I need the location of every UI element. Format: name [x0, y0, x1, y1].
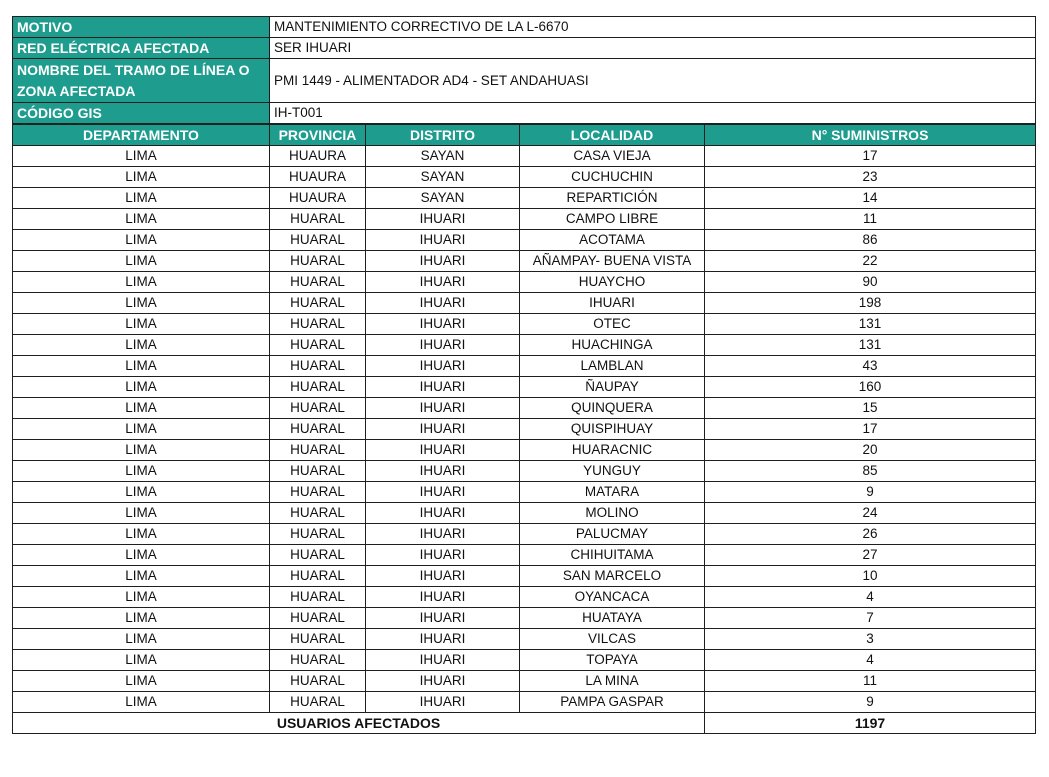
cell-departamento: LIMA: [13, 608, 270, 629]
cell-departamento: LIMA: [13, 650, 270, 671]
cell-provincia: HUARAL: [270, 251, 366, 272]
cell-localidad: PAMPA GASPAR: [520, 692, 705, 713]
tramo-row: [13, 59, 1036, 103]
red-value: SER IHUARI: [270, 38, 1036, 59]
cell-suministros: 131: [705, 314, 1036, 335]
motivo-value: MANTENIMIENTO CORRECTIVO DE LA L-6670: [270, 17, 1036, 38]
gis-row: [13, 103, 1036, 124]
column-header-distrito: DISTRITO: [366, 125, 520, 146]
cell-provincia: HUARAL: [270, 293, 366, 314]
table-row: [13, 356, 1036, 377]
cell-suministros: 14: [705, 188, 1036, 209]
table-row: [13, 566, 1036, 587]
cell-localidad: CUCHUCHIN: [520, 167, 705, 188]
localities-table: [12, 124, 1036, 734]
cell-provincia: HUARAL: [270, 482, 366, 503]
cell-distrito: IHUARI: [366, 209, 520, 230]
cell-distrito: IHUARI: [366, 419, 520, 440]
cell-suministros: 131: [705, 335, 1036, 356]
cell-distrito: IHUARI: [366, 650, 520, 671]
cell-departamento: LIMA: [13, 251, 270, 272]
cell-suministros: 27: [705, 545, 1036, 566]
cell-localidad: MATARA: [520, 482, 705, 503]
cell-provincia: HUARAL: [270, 419, 366, 440]
table-row: [13, 461, 1036, 482]
cell-suministros: 4: [705, 650, 1036, 671]
cell-distrito: IHUARI: [366, 356, 520, 377]
cell-localidad: VILCAS: [520, 629, 705, 650]
cell-distrito: IHUARI: [366, 272, 520, 293]
table-row: [13, 629, 1036, 650]
cell-distrito: IHUARI: [366, 251, 520, 272]
cell-distrito: IHUARI: [366, 566, 520, 587]
cell-departamento: LIMA: [13, 209, 270, 230]
cell-suministros: 17: [705, 419, 1036, 440]
cell-provincia: HUARAL: [270, 587, 366, 608]
column-header-row: [13, 125, 1036, 146]
table-row: [13, 251, 1036, 272]
table-row: [13, 545, 1036, 566]
cell-suministros: 20: [705, 440, 1036, 461]
cell-localidad: YUNGUY: [520, 461, 705, 482]
table-row: [13, 692, 1036, 713]
cell-departamento: LIMA: [13, 314, 270, 335]
cell-departamento: LIMA: [13, 377, 270, 398]
cell-departamento: LIMA: [13, 272, 270, 293]
cell-provincia: HUARAL: [270, 524, 366, 545]
cell-distrito: IHUARI: [366, 524, 520, 545]
red-label: RED ELÉCTRICA AFECTADA: [13, 38, 270, 59]
gis-value: IH-T001: [270, 103, 1036, 124]
table-row: [13, 146, 1036, 167]
cell-provincia: HUARAL: [270, 314, 366, 335]
table-row: [13, 230, 1036, 251]
totals-row: [13, 713, 1036, 734]
cell-distrito: IHUARI: [366, 692, 520, 713]
cell-suministros: 198: [705, 293, 1036, 314]
table-row: [13, 503, 1036, 524]
tramo-value: PMI 1449 - ALIMENTADOR AD4 - SET ANDAHUASI: [270, 59, 1036, 103]
cell-suministros: 160: [705, 377, 1036, 398]
cell-provincia: HUARAL: [270, 503, 366, 524]
table-row: [13, 419, 1036, 440]
cell-departamento: LIMA: [13, 545, 270, 566]
cell-suministros: 24: [705, 503, 1036, 524]
cell-localidad: IHUARI: [520, 293, 705, 314]
cell-distrito: IHUARI: [366, 293, 520, 314]
cell-suministros: 43: [705, 356, 1036, 377]
cell-localidad: HUATAYA: [520, 608, 705, 629]
cell-departamento: LIMA: [13, 461, 270, 482]
localities-rows: [13, 146, 1036, 713]
cell-suministros: 26: [705, 524, 1036, 545]
cell-departamento: LIMA: [13, 692, 270, 713]
cell-departamento: LIMA: [13, 440, 270, 461]
cell-suministros: 22: [705, 251, 1036, 272]
cell-provincia: HUARAL: [270, 671, 366, 692]
cell-localidad: TOPAYA: [520, 650, 705, 671]
cell-departamento: LIMA: [13, 587, 270, 608]
cell-suministros: 4: [705, 587, 1036, 608]
cell-departamento: LIMA: [13, 524, 270, 545]
cell-localidad: AÑAMPAY- BUENA VISTA: [520, 251, 705, 272]
column-header-provincia: PROVINCIA: [270, 125, 366, 146]
cell-departamento: LIMA: [13, 398, 270, 419]
cell-localidad: CASA VIEJA: [520, 146, 705, 167]
cell-distrito: IHUARI: [366, 608, 520, 629]
table-row: [13, 608, 1036, 629]
table-row: [13, 314, 1036, 335]
cell-suministros: 7: [705, 608, 1036, 629]
cell-localidad: CHIHUITAMA: [520, 545, 705, 566]
cell-distrito: IHUARI: [366, 398, 520, 419]
table-row: [13, 440, 1036, 461]
cell-departamento: LIMA: [13, 482, 270, 503]
table-row: [13, 188, 1036, 209]
cell-provincia: HUARAL: [270, 692, 366, 713]
cell-suministros: 90: [705, 272, 1036, 293]
cell-provincia: HUAURA: [270, 188, 366, 209]
motivo-row: [13, 17, 1036, 38]
cell-provincia: HUARAL: [270, 356, 366, 377]
cell-localidad: PALUCMAY: [520, 524, 705, 545]
table-row: [13, 209, 1036, 230]
cell-distrito: IHUARI: [366, 377, 520, 398]
cell-suministros: 11: [705, 209, 1036, 230]
column-header-localidad: LOCALIDAD: [520, 125, 705, 146]
table-row: [13, 377, 1036, 398]
cell-suministros: 11: [705, 671, 1036, 692]
table-row: [13, 335, 1036, 356]
cell-provincia: HUAURA: [270, 167, 366, 188]
column-header-departamento: DEPARTAMENTO: [13, 125, 270, 146]
cell-departamento: LIMA: [13, 566, 270, 587]
cell-suministros: 9: [705, 482, 1036, 503]
table-row: [13, 167, 1036, 188]
table-row: [13, 272, 1036, 293]
cell-distrito: IHUARI: [366, 440, 520, 461]
table-row: [13, 482, 1036, 503]
cell-departamento: LIMA: [13, 146, 270, 167]
cell-distrito: IHUARI: [366, 503, 520, 524]
cell-provincia: HUARAL: [270, 440, 366, 461]
cell-suministros: 85: [705, 461, 1036, 482]
cell-departamento: LIMA: [13, 503, 270, 524]
cell-departamento: LIMA: [13, 335, 270, 356]
cell-provincia: HUARAL: [270, 272, 366, 293]
table-row: [13, 524, 1036, 545]
cell-suministros: 10: [705, 566, 1036, 587]
cell-localidad: OTEC: [520, 314, 705, 335]
cell-distrito: IHUARI: [366, 461, 520, 482]
cell-localidad: HUAYCHO: [520, 272, 705, 293]
cell-departamento: LIMA: [13, 188, 270, 209]
cell-departamento: LIMA: [13, 419, 270, 440]
cell-localidad: MOLINO: [520, 503, 705, 524]
cell-localidad: REPARTICIÓN: [520, 188, 705, 209]
cell-provincia: HUARAL: [270, 608, 366, 629]
cell-distrito: IHUARI: [366, 671, 520, 692]
red-row: [13, 38, 1036, 59]
cell-provincia: HUARAL: [270, 545, 366, 566]
cell-departamento: LIMA: [13, 356, 270, 377]
cell-provincia: HUARAL: [270, 629, 366, 650]
cell-departamento: LIMA: [13, 629, 270, 650]
cell-suministros: 86: [705, 230, 1036, 251]
totals-value: 1197: [705, 713, 1036, 734]
column-header-suministros: N° SUMINISTROS: [705, 125, 1036, 146]
table-row: [13, 650, 1036, 671]
cell-provincia: HUARAL: [270, 398, 366, 419]
cell-provincia: HUARAL: [270, 209, 366, 230]
totals-label: USUARIOS AFECTADOS: [13, 713, 705, 734]
cell-distrito: IHUARI: [366, 335, 520, 356]
cell-departamento: LIMA: [13, 293, 270, 314]
cell-distrito: IHUARI: [366, 314, 520, 335]
cell-localidad: QUINQUERA: [520, 398, 705, 419]
cell-provincia: HUARAL: [270, 335, 366, 356]
cell-suministros: 3: [705, 629, 1036, 650]
cell-provincia: HUARAL: [270, 566, 366, 587]
cell-distrito: SAYAN: [366, 167, 520, 188]
cell-distrito: SAYAN: [366, 188, 520, 209]
cell-suministros: 17: [705, 146, 1036, 167]
tramo-label: NOMBRE DEL TRAMO DE LÍNEA O ZONA AFECTADA: [13, 59, 270, 103]
cell-localidad: OYANCACA: [520, 587, 705, 608]
table-row: [13, 587, 1036, 608]
cell-provincia: HUARAL: [270, 650, 366, 671]
table-row: [13, 293, 1036, 314]
cell-distrito: IHUARI: [366, 629, 520, 650]
cell-localidad: ACOTAMA: [520, 230, 705, 251]
cell-departamento: LIMA: [13, 230, 270, 251]
cell-distrito: IHUARI: [366, 545, 520, 566]
cell-departamento: LIMA: [13, 167, 270, 188]
affected-supply-sheet: [12, 16, 1035, 734]
cell-suministros: 9: [705, 692, 1036, 713]
cell-provincia: HUARAL: [270, 461, 366, 482]
cell-localidad: SAN MARCELO: [520, 566, 705, 587]
cell-distrito: IHUARI: [366, 230, 520, 251]
cell-departamento: LIMA: [13, 671, 270, 692]
cell-provincia: HUARAL: [270, 230, 366, 251]
cell-provincia: HUARAL: [270, 377, 366, 398]
info-table: [12, 16, 1036, 124]
table-row: [13, 671, 1036, 692]
cell-distrito: IHUARI: [366, 587, 520, 608]
cell-localidad: HUARACNIC: [520, 440, 705, 461]
cell-localidad: LAMBLAN: [520, 356, 705, 377]
motivo-label: MOTIVO: [13, 17, 270, 38]
cell-localidad: CAMPO LIBRE: [520, 209, 705, 230]
cell-distrito: IHUARI: [366, 482, 520, 503]
gis-label: CÓDIGO GIS: [13, 103, 270, 124]
cell-suministros: 15: [705, 398, 1036, 419]
cell-localidad: ÑAUPAY: [520, 377, 705, 398]
cell-distrito: SAYAN: [366, 146, 520, 167]
cell-localidad: LA MINA: [520, 671, 705, 692]
cell-provincia: HUAURA: [270, 146, 366, 167]
cell-localidad: QUISPIHUAY: [520, 419, 705, 440]
cell-suministros: 23: [705, 167, 1036, 188]
cell-localidad: HUACHINGA: [520, 335, 705, 356]
table-row: [13, 398, 1036, 419]
